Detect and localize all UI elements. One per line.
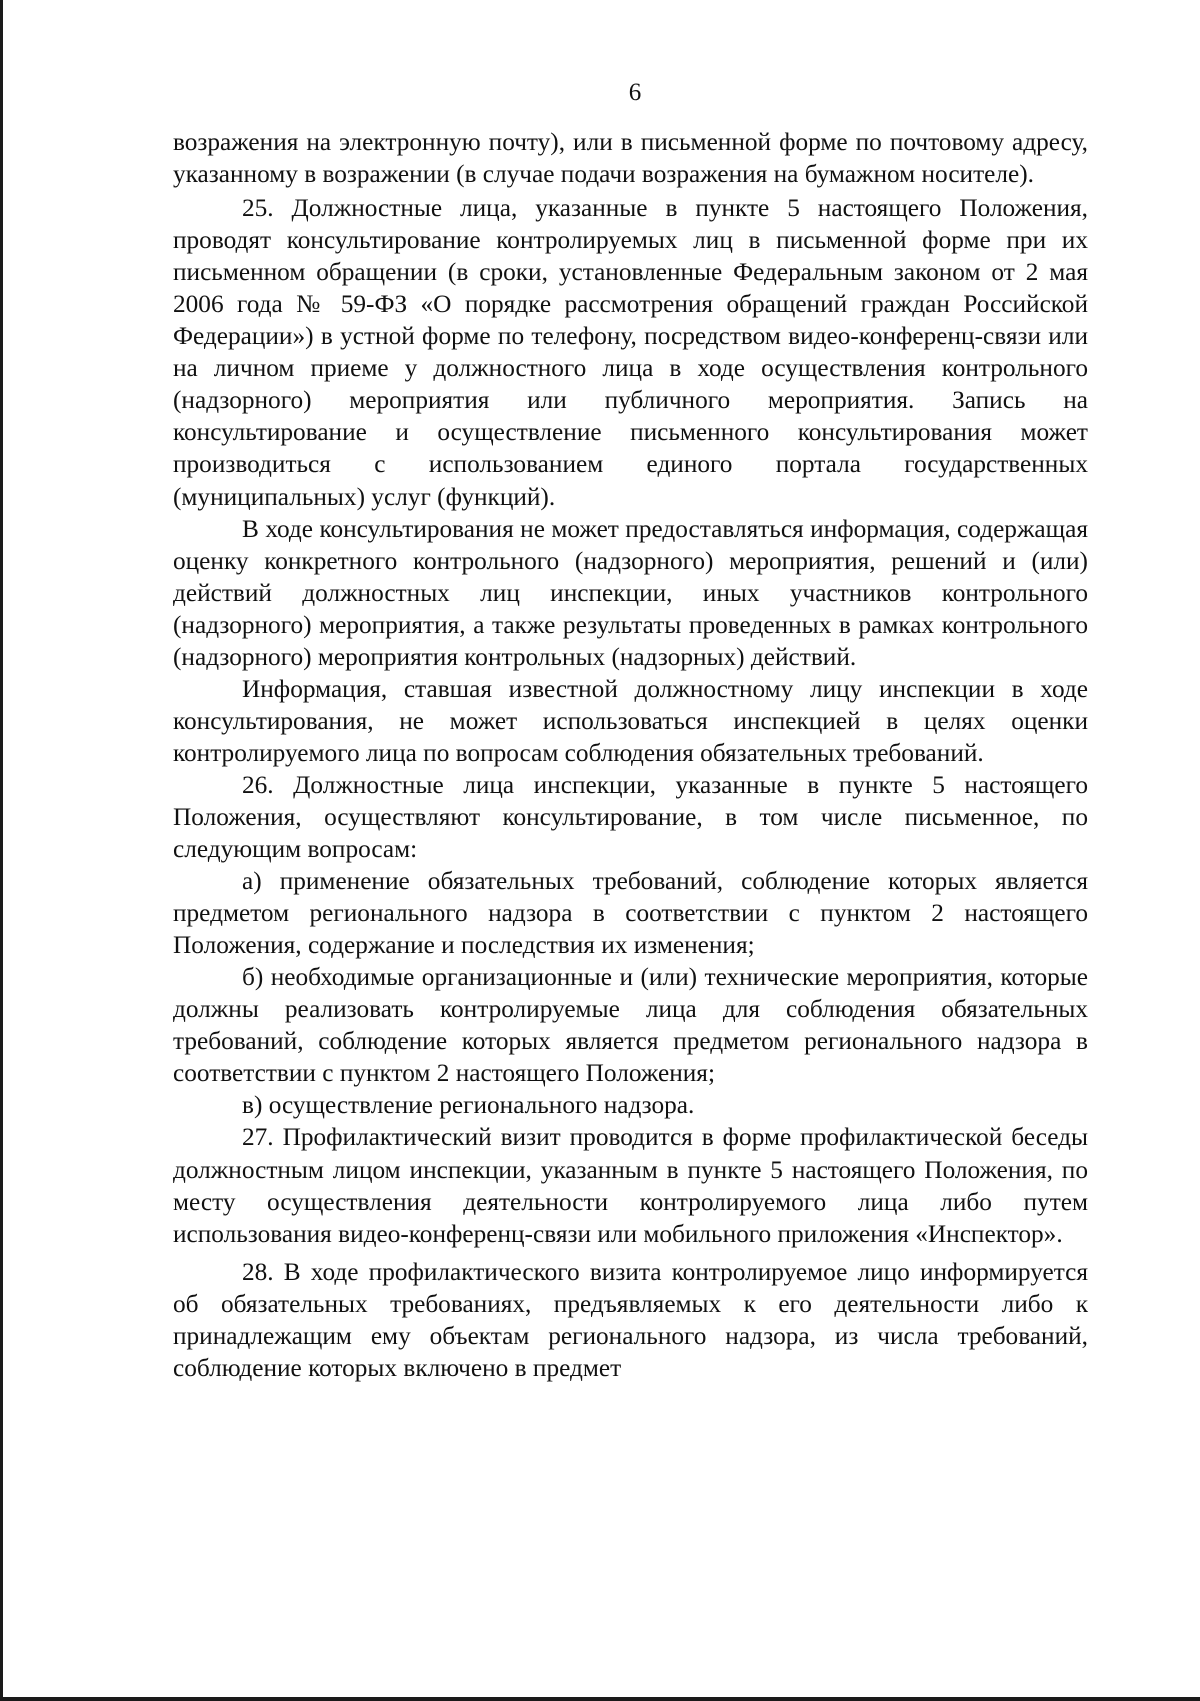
paragraph-information-use: Информация, ставшая известной должностному лицу инспекции в ходе консультирования, не может использоваться инспекцией в целях оценки контролируемого лица по вопросам соблюдения обязательных требований. [173, 674, 1088, 767]
paragraph-item-27: 27. Профилактический визит проводится в форме профилактической беседы должностным лицом инспекции, указанным в пункте 5 настоящего Положения, по месту осуществления деятельности контролируемого лица либо путем использования видео-конференц-связи или мобильного приложения «Инспектор». [173, 1123, 1088, 1248]
scan-edge-left [0, 0, 3, 1701]
paragraph-item-28: 28. В ходе профилактического визита контролируемое лицо информируется об обязательных требованиях, предъявляемых к его деятельности либо к принадлежащим ему объектам регионального надзора, из числа требований, соблюдение которых включено в предмет [173, 1257, 1088, 1382]
paragraph-item-26: 26. Должностные лица инспекции, указанные в пункте 5 настоящего Положения, осуществляют консультирование, в том числе письменное, по следующим вопросам: [173, 770, 1088, 864]
scan-edge-bottom [0, 1697, 1200, 1701]
paragraph-item-26-a: а) применение обязательных требований, соблюдение которых является предметом регионального надзора в соответствии с пунктом 2 настоящего Положения, содержание и последствия их изменения; [173, 867, 1088, 960]
paragraph-consultation-restriction: В ходе консультирования не может предоставляться информация, содержащая оценку конкретного контрольного (надзорного) мероприятия, решений и (или) действий должностных лиц инспекции, иных участников контрольного (надзорного) мероприятия, а также результаты проведенных в рамках контрольного (надзорного) мероприятия контрольных (надзорных) действий. [173, 514, 1088, 671]
paragraph-item-25: 25. Должностные лица, указанные в пункте 5 настоящего Положения, проводят консультирование контролируемых лиц в письменной форме при их письменном обращении (в сроки, установленные Федеральным законом от 2 мая 2006 года № 59-ФЗ «О порядке рассмотрения обращений граждан Российской Федерации») в устной форме по телефону, посредством видео-конференц-связи или на личном приеме у должностного лица в ходе осуществления контрольного (надзорного) мероприятия или публичного мероприятия. Запись на консультирование и осуществление письменного консультирования может производиться с использованием единого портала государственных (муниципальных) услуг (функций). [173, 194, 1088, 511]
paragraph-item-26-v: в) осуществление регионального надзора. [242, 1091, 695, 1120]
paragraph-continuation: возражения на электронную почту), или в письменной форме по почтовому адресу, указанному в возражении (в случае подачи возражения на бумажном носителе). [173, 128, 1088, 189]
document-body [173, 126, 1088, 1384]
page-number: 6 [628, 79, 642, 106]
paragraph-item-26-b: б) необходимые организационные и (или) технические мероприятия, которые должны реализовать контролируемые лица для соблюдения обязательных требований, соблюдение которых является предметом регионального надзора в соответствии с пунктом 2 настоящего Положения; [173, 963, 1088, 1088]
